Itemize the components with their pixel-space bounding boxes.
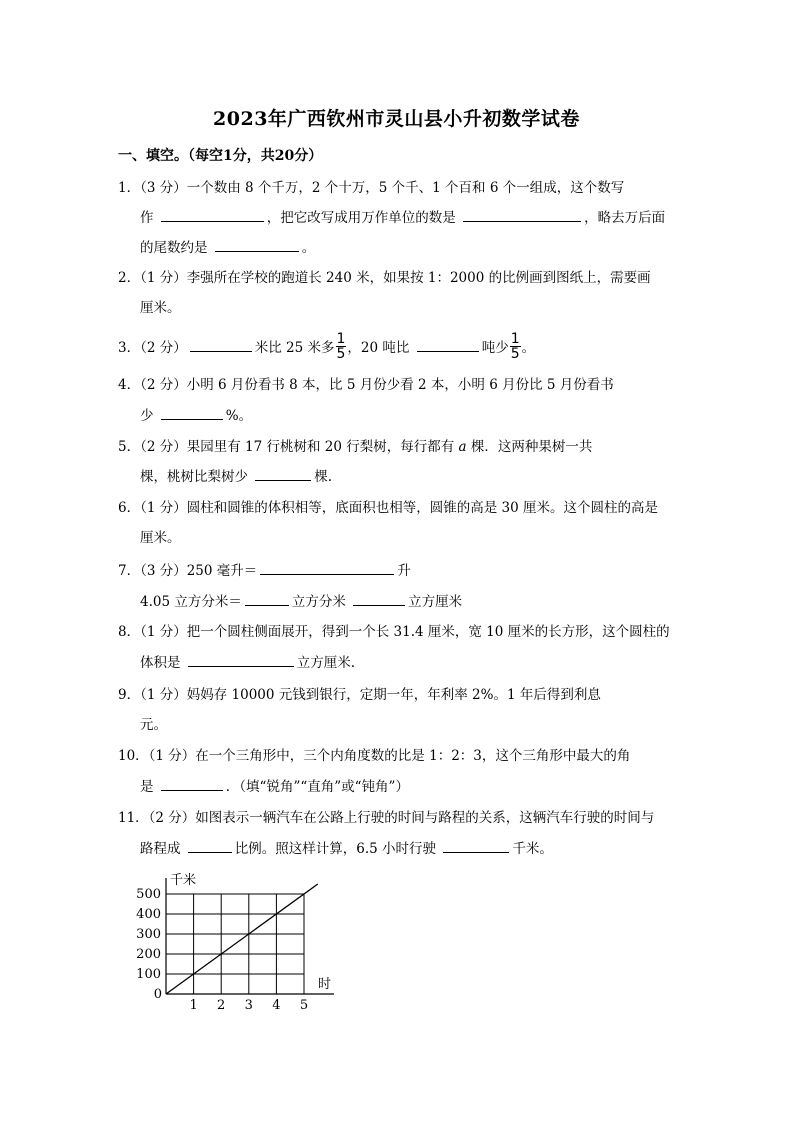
q10-line2 <box>140 776 409 797</box>
q6-line2: 厘米。 <box>140 530 181 546</box>
q1-text-e: 。 <box>301 240 316 256</box>
q7-text-d: 立方分米 <box>291 594 346 610</box>
q3-text-e: 。 <box>521 340 536 356</box>
q5-variable-a: a <box>458 439 467 455</box>
q1-text-a: 作 <box>140 210 154 226</box>
q3-fraction-1: $\frac{1}{5}$ <box>336 331 346 362</box>
q10-text-a: 是 <box>140 779 154 795</box>
q8-text-a: 体积是 <box>140 655 181 671</box>
q2-line1: 2．（1 分）李强所在学校的跑道长 240 米，如果按 1：2000 的比例画到图纸上，需要画 <box>118 270 651 286</box>
q9-line2: 元。 <box>140 717 167 733</box>
y-tick-label: 400 <box>136 907 161 922</box>
x-tick-label: 3 <box>244 998 253 1013</box>
q11-answer-blank-1[interactable] <box>188 838 232 853</box>
q1-line1: 1．（3 分）一个数由 8 个千万，2 个十万，5 个千、1 个百和 6 个一组成，这个数写 <box>118 180 625 196</box>
q3-text-c: ，20 吨比 <box>347 340 410 356</box>
chart-labels <box>136 872 331 1013</box>
q4-answer-blank[interactable] <box>161 405 223 420</box>
q1-answer-blank-3[interactable] <box>215 237 299 252</box>
y-tick-label: 100 <box>136 967 161 982</box>
origin-label: 0 <box>153 987 162 1002</box>
q8-line1: 8．（1 分）把一个圆柱侧面展开，得到一个长 31.4 厘米，宽 10 厘米的长方形，这个圆柱的 <box>118 624 670 640</box>
q11-line1: 11．（2 分）如图表示一辆汽车在公路上行驶的时间与路程的关系，这辆汽车行驶的时间与 <box>118 810 655 826</box>
q5-answer-blank[interactable] <box>255 466 311 481</box>
q4-line1: 4．（2 分）小明 6 月份看书 8 本，比 5 月份少看 2 本，小明 6 月份比 5 月份看书 <box>118 377 614 393</box>
y-tick-label: 500 <box>136 887 161 902</box>
q5-line1 <box>118 437 592 457</box>
q10-text-b: ．（填“锐角”“直角”或“钝角”） <box>225 779 409 795</box>
x-tick-label: 4 <box>272 998 281 1013</box>
q10-line1: 10．（1 分）在一个三角形中，三个内角度数的比是 1：2：3，这个三角形中最大的角 <box>118 748 631 764</box>
q3-answer-blank-1[interactable] <box>190 337 252 352</box>
q11-text-a: 路程成 <box>140 841 181 857</box>
q11-text-b: 比例。照这样计算，6.5 小时行驶 <box>234 841 437 857</box>
q3-fraction-2: $\frac{1}{5}$ <box>510 331 520 362</box>
q9-line1: 9．（1 分）妈妈存 10000 元钱到银行，定期一年，年利率 2%。1 年后得到利息 <box>118 687 601 703</box>
q7-text-b: 升 <box>397 563 411 579</box>
q7-text-a: 7．（3 分）250 毫升＝ <box>118 563 258 579</box>
q10-answer-blank[interactable] <box>161 776 223 791</box>
q1-answer-blank-2[interactable] <box>463 207 581 222</box>
x-axis-title: 时 <box>318 977 332 992</box>
q1-text-b: ，把它改写成用万作单位的数是 <box>266 210 456 226</box>
x-tick-label: 1 <box>189 998 198 1013</box>
q4-text-b: %。 <box>225 408 253 424</box>
q3-text-d: 吨少 <box>481 340 509 356</box>
x-tick-label: 2 <box>217 998 226 1013</box>
q5-text-b: 棵．这两种果树一共 <box>470 439 593 455</box>
series-line <box>166 884 318 994</box>
q3-text-b: 米比 25 米多 <box>254 340 335 356</box>
q8-text-b: 立方厘米. <box>296 655 356 671</box>
q1-line3 <box>140 237 315 258</box>
q11-line2 <box>140 838 553 859</box>
q7-text-e: 立方厘米 <box>408 594 463 610</box>
q11-answer-blank-2[interactable] <box>443 838 509 853</box>
q7-answer-blank-2[interactable] <box>245 591 289 606</box>
page-title: 2023年广西钦州市灵山县小升初数学试卷 <box>213 108 580 130</box>
y-axis-title: 千米 <box>170 873 197 888</box>
q3-line <box>118 331 536 363</box>
q1-answer-blank-1[interactable] <box>161 207 264 222</box>
q4-text-a: 少 <box>140 408 154 424</box>
q8-answer-blank[interactable] <box>188 652 294 667</box>
q11-text-c: 千米。 <box>512 841 553 857</box>
q3-answer-blank-2[interactable] <box>417 337 479 352</box>
q3-text-a: 3．（2 分） <box>118 340 187 356</box>
x-tick-label: 5 <box>299 998 309 1013</box>
q5-line2 <box>140 466 332 487</box>
chart-axes <box>166 878 334 994</box>
q6-line1: 6．（1 分）圆柱和圆锥的体积相等，底面积也相等，圆锥的高是 30 厘米。这个圆柱的高是 <box>118 500 658 516</box>
q1-line2 <box>140 207 665 228</box>
q2-line2: 厘米。 <box>140 300 181 316</box>
chart-series <box>166 884 318 994</box>
q7-answer-blank-1[interactable] <box>260 560 394 575</box>
section-heading: 一、填空。（每空1分，共20分） <box>118 148 323 164</box>
q7-line1 <box>118 560 411 581</box>
q7-line2 <box>140 591 462 612</box>
q8-line2 <box>140 652 355 673</box>
q1-text-d: 的尾数约是 <box>140 240 208 256</box>
distance-time-chart <box>130 868 350 1018</box>
q7-text-c: 4.05 立方分米＝ <box>140 594 242 610</box>
y-tick-label: 200 <box>136 947 161 962</box>
q4-line2 <box>140 405 252 426</box>
y-tick-label: 300 <box>136 927 161 942</box>
q5-text-d: 棵. <box>314 469 333 485</box>
q5-text-c: 棵，桃树比梨树少 <box>140 469 248 485</box>
q7-answer-blank-3[interactable] <box>353 591 405 606</box>
q1-text-c: ，略去万后面 <box>584 210 666 226</box>
q5-text-a: 5．（2 分）果园里有 17 行桃树和 20 行梨树，每行都有 <box>118 439 455 455</box>
